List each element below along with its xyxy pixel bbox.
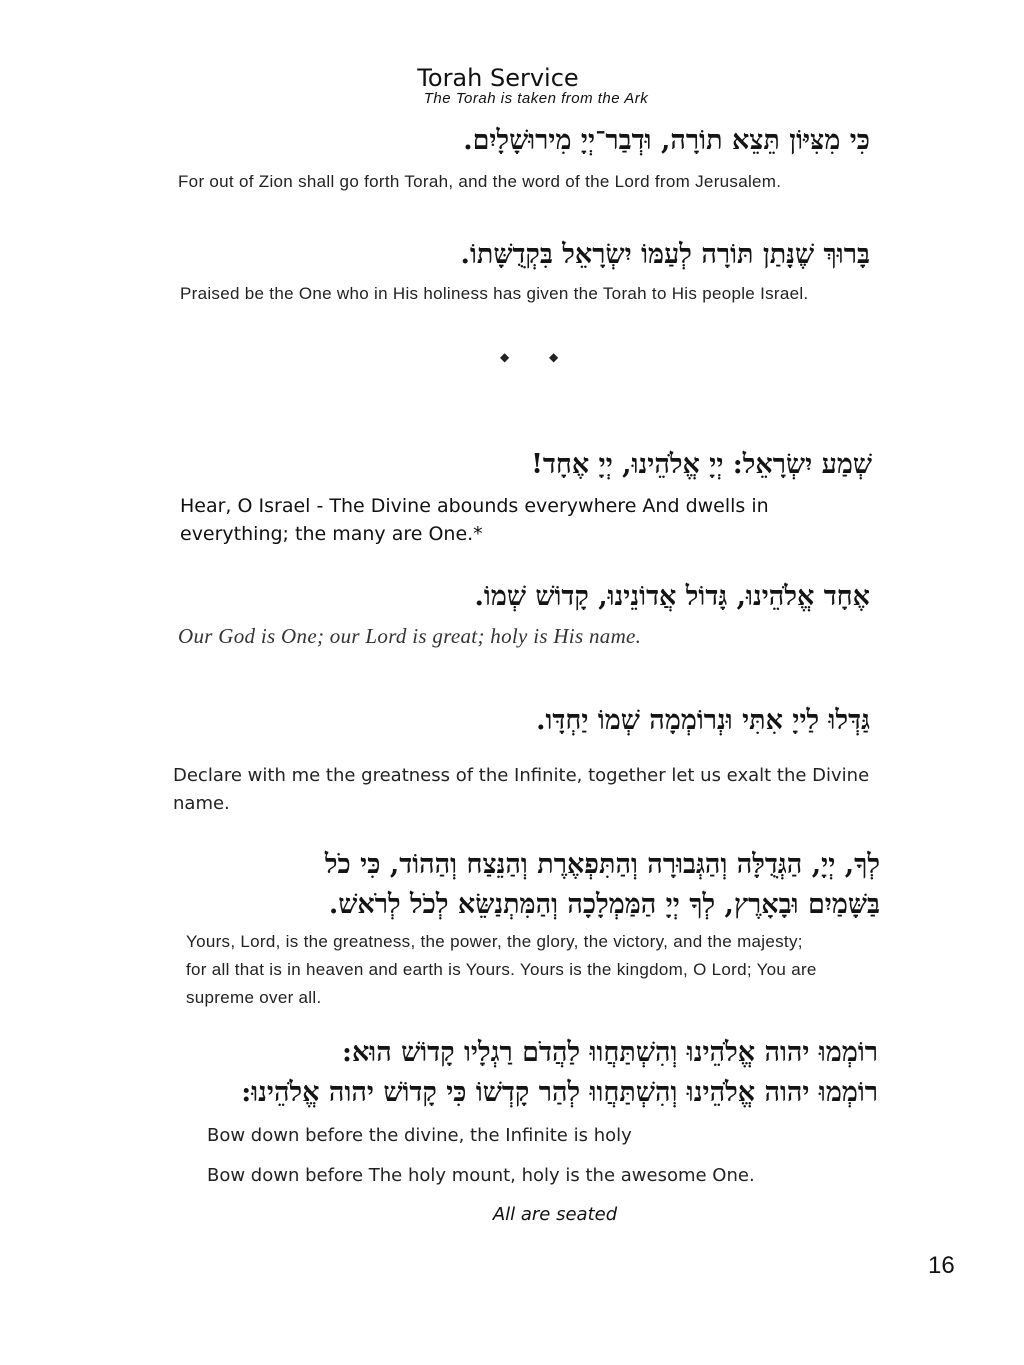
zion-hebrew: כִּי מִצִּיּוֹן תֵּצֵא תוֹרָה, וּדְבַר־יְיָ מִירוּשָׁלָיִם.	[463, 125, 870, 156]
lecha-hebrew-line-2: בַּשָּׁמַיִם וּבָאָרֶץ, לְךָ יְיָ הַמַּמְלָכָה וְהַמִּתְנַשֵּׂא לְכֹל לְרֹאשׁ.	[328, 889, 880, 920]
echad-hebrew: אֶחָד אֱלֹהֵינוּ, גָּדוֹל אֲדוֹנֵינוּ, קָדוֹשׁ שְׁמוֹ.	[474, 581, 870, 612]
shema-english: Hear, O Israel - The Divine abounds everywhere And dwells in everything; the many are One.*	[180, 495, 769, 545]
page-subtitle: The Torah is taken from the Ark	[423, 90, 649, 107]
gadlu-hebrew: גַּדְּלוּ לַייָ אִתִּי וּנְרוֹמְמָה שְׁמוֹ יַחְדָּו.	[536, 705, 870, 736]
page-title: Torah Service	[417, 64, 579, 92]
echad-english: Our God is One; our Lord is great; holy is His name.	[178, 624, 642, 648]
bow-english-line-2: Bow down before The holy mount, holy is the awesome One.	[207, 1165, 755, 1186]
lecha-english: Yours, Lord, is the greatness, the power, the glory, the victory, and the majesty; for all that is in heaven and earth is Yours. Yours is the kingdom, O Lord; You are supreme over all.	[186, 932, 817, 1007]
lecha-hebrew-line-1: לְךָ, יְיָ, הַגְּדֻלָּה וְהַגְּבוּרָה וְהַתִּפְאֶרֶת וְהַנֵּצַח וְהַהוֹד, כִּי כֹל	[324, 849, 880, 880]
romemu-hebrew-line-1: רוֹמְמוּ יהוה אֱלֹהֵינוּ וְהִשְׁתַּחֲווּ לַהֲדֹם רַגְלָיו קָדוֹשׁ הוּא:	[341, 1037, 878, 1068]
baruch-english: Praised be the One who in His holiness has given the Torah to His people Israel.	[180, 284, 809, 303]
romemu-hebrew-line-2: רוֹמְמוּ יהוה אֱלֹהֵינוּ וְהִשְׁתַּחֲווּ לְהַר קָדְשׁוֹ כִּי קָדוֹשׁ יהוה אֱלֹהֵינוּ:	[241, 1077, 878, 1108]
bow-english-line-1: Bow down before the divine, the Infinite is holy	[207, 1125, 632, 1146]
gadlu-english: Declare with me the greatness of the Infinite, together let us exalt the Divine name.	[173, 765, 870, 814]
shema-hebrew: שְׁמַע יִשְׂרָאֵל: יְיָ אֱלֹהֵינוּ, יְיָ אֶחָד!	[531, 449, 872, 480]
page-number: 16	[928, 1252, 955, 1279]
baruch-hebrew: בָּרוּךְ שֶׁנָּתַן תּוֹרָה לְעַמּוֹ יִשְׂרָאֵל בִּקְדֻשָּׁתוֹ.	[460, 239, 870, 270]
zion-english: For out of Zion shall go forth Torah, and the word of the Lord from Jerusalem.	[178, 172, 782, 191]
section-divider: ◆ ◆	[500, 350, 577, 364]
all-seated-note: All are seated	[492, 1204, 618, 1225]
